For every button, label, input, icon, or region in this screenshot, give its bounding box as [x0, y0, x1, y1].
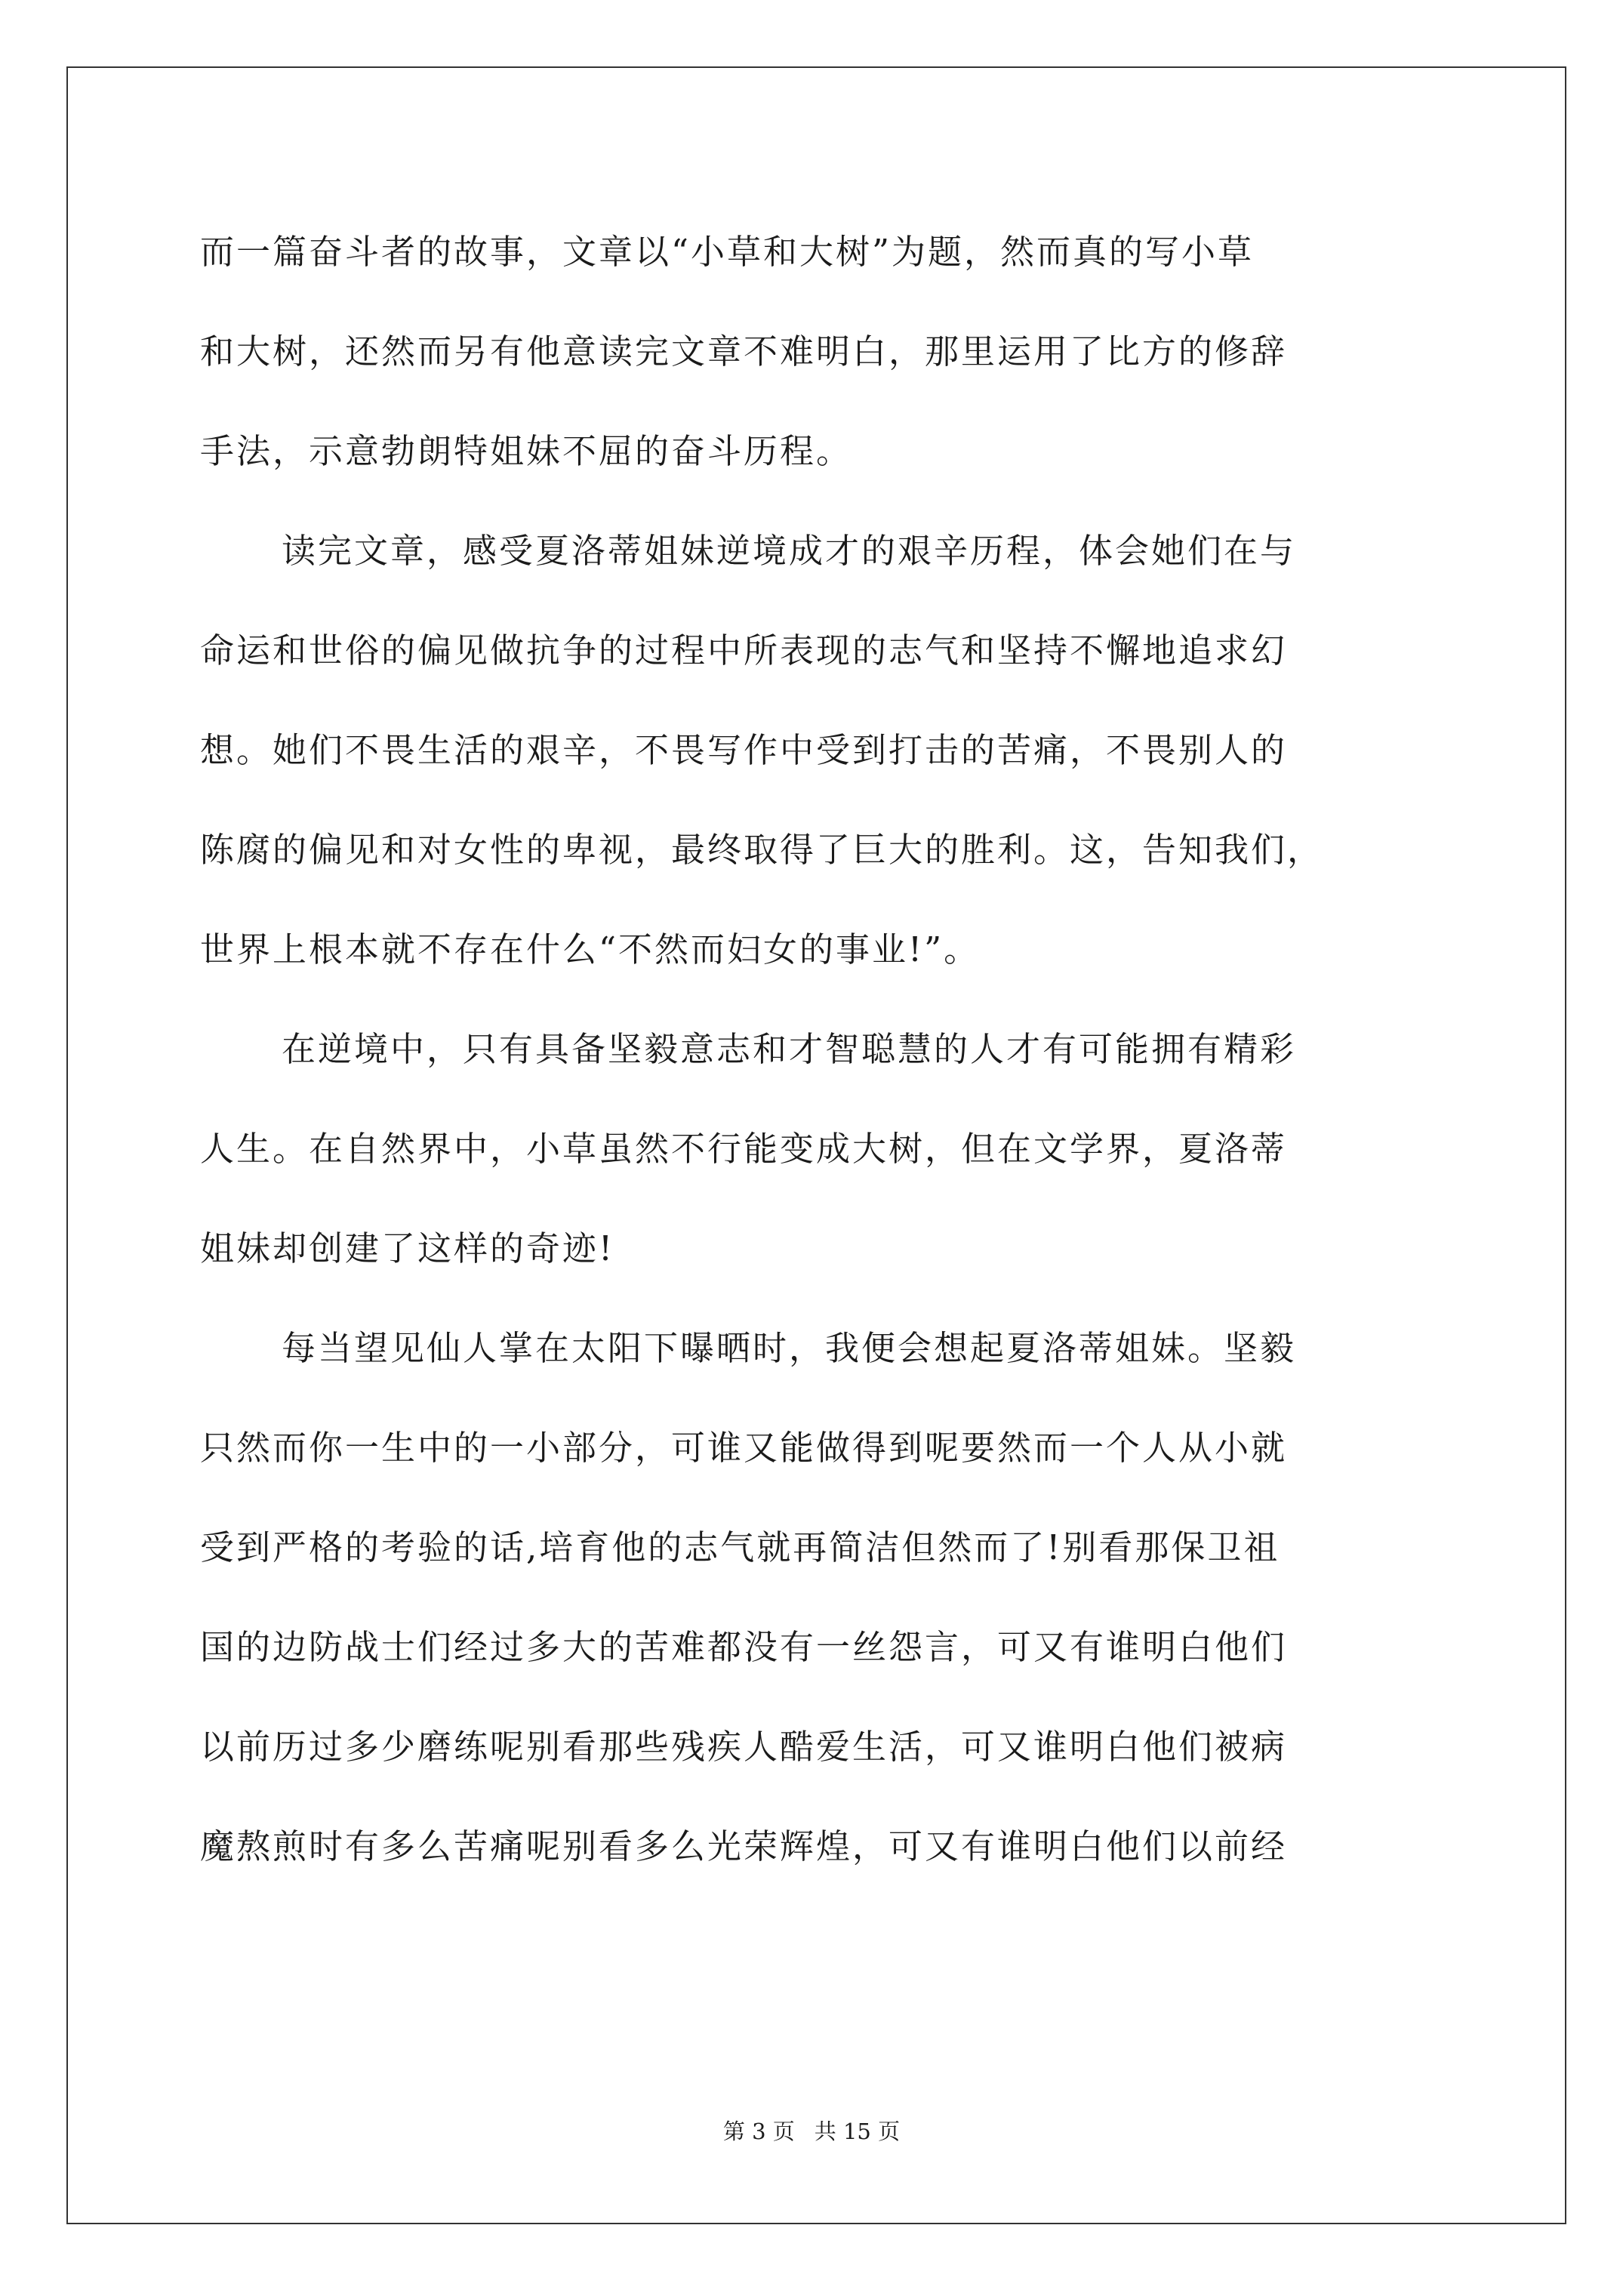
text-line: 姐妹却创建了这样的奇迹! — [200, 1228, 615, 1268]
text-line: 世界上根本就不存在什么“不然而妇女的事业!”。 — [200, 929, 981, 969]
text-line: 而一篇奋斗者的故事，文章以“小草和大树”为题，然而真的写小草 — [200, 232, 1255, 272]
text-line: 以前历过多少磨练呢别看那些残疾人酷爱生活，可又谁明白他们被病 — [200, 1727, 1288, 1767]
text-line: 想。她们不畏生活的艰辛，不畏写作中受到打击的苦痛，不畏别人的 — [200, 730, 1288, 770]
text-line: 魔熬煎时有多么苦痛呢别看多么光荣辉煌，可又有谁明白他们以前经 — [200, 1826, 1288, 1866]
page-number: 第 3 页 — [722, 2119, 795, 2144]
page-total: 共 15 页 — [814, 2119, 901, 2144]
text-line: 只然而你一生中的一小部分，可谁又能做得到呢要然而一个人从小就 — [200, 1428, 1288, 1468]
page-footer — [0, 2116, 1623, 2147]
document-body — [200, 202, 1438, 1897]
paragraph-start-line: 每当望见仙人掌在太阳下曝晒时，我便会想起夏洛蒂姐妹。坚毅 — [282, 1328, 1297, 1368]
text-line: 手法，示意勃朗特姐妹不屈的奋斗历程。 — [200, 431, 853, 471]
text-line: 国的边防战士们经过多大的苦难都没有一丝怨言，可又有谁明白他们 — [200, 1627, 1288, 1667]
paragraph-start-line: 读完文章，感受夏洛蒂姐妹逆境成才的艰辛历程，体会她们在与 — [282, 531, 1297, 571]
text-line: 人生。在自然界中，小草虽然不行能变成大树，但在文学界，夏洛蒂 — [200, 1129, 1288, 1169]
text-line: 陈腐的偏见和对女性的卑视，最终取得了巨大的胜利。这，告知我们， — [200, 830, 1324, 870]
paragraph-start-line: 在逆境中，只有具备坚毅意志和才智聪慧的人才有可能拥有精彩 — [282, 1029, 1297, 1069]
text-line: 命运和世俗的偏见做抗争的过程中所表现的志气和坚持不懈地追求幻 — [200, 630, 1288, 670]
text-line: 受到严格的考验的话,培育他的志气就再简洁但然而了!别看那保卫祖 — [200, 1527, 1280, 1567]
text-line: 和大树，还然而另有他意读完文章不难明白，那里运用了比方的修辞 — [200, 331, 1288, 371]
